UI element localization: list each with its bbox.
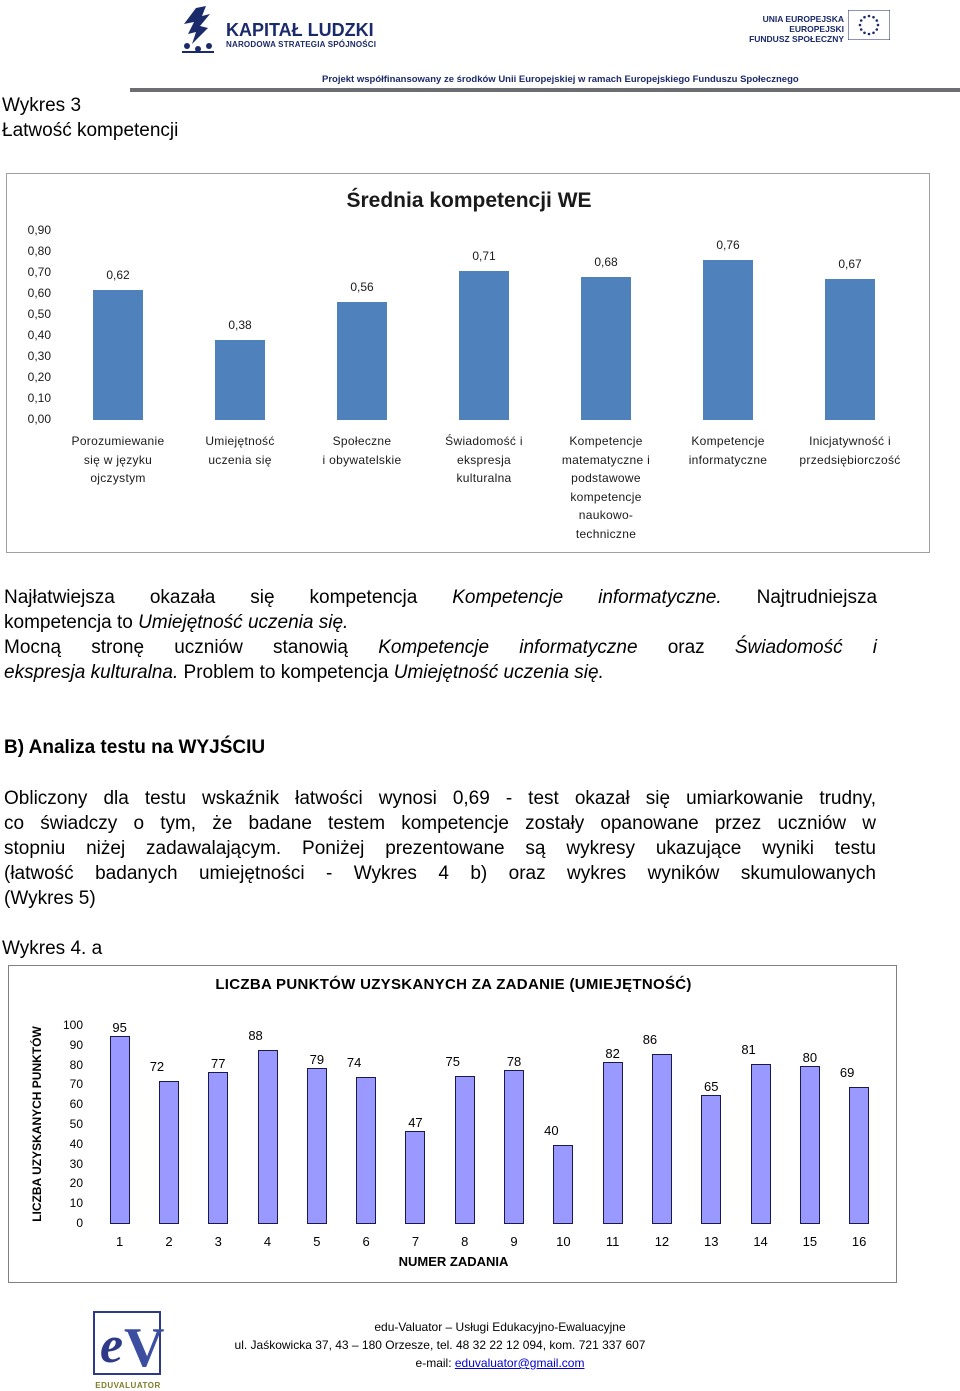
eduvaluator-ev-icon [92, 1310, 164, 1376]
eu-star-icon [863, 16, 866, 19]
chart4-category-label: 9 [510, 1234, 518, 1249]
eu-star-icon [875, 28, 878, 31]
chart4-y-tick: 20 [69, 1176, 83, 1191]
summary-line-4 [4, 660, 877, 685]
chart3-caption-title: Łatwość kompetencji [2, 120, 179, 141]
chart4-bar [307, 1068, 327, 1224]
chart3-bar [703, 260, 753, 420]
chart3-category-line: Świadomość i [445, 434, 523, 448]
chart3-title: Średnia kompetencji WE [346, 189, 592, 212]
analysis-line: stopniu niżej zadawalającym. Poniżej prezentowane są wykresy ukazujące wyniki testu [4, 838, 876, 859]
chart3-value-label: 0,76 [716, 238, 740, 253]
chart3-value-label: 0,67 [838, 257, 862, 272]
chart4-category-label: 5 [313, 1234, 321, 1249]
chart4-value-label: 80 [802, 1049, 818, 1065]
chart4-value-label: 78 [506, 1053, 522, 1069]
footer-email-link[interactable]: eduvaluator@gmail.com [454, 1356, 585, 1370]
chart4-value-label: 81 [741, 1041, 756, 1057]
chart4-value-label: 88 [248, 1027, 263, 1043]
chart3-category-label [669, 432, 787, 469]
chart4-bar [751, 1064, 771, 1224]
chart3-value-label: 0,71 [472, 248, 496, 263]
chart3-y-tick: 0,00 [27, 412, 51, 426]
eu-star-icon [860, 19, 863, 22]
chart4-y-tick: 10 [69, 1196, 83, 1211]
paragraph-analysis [4, 786, 876, 911]
chart4-bar [159, 1081, 179, 1224]
chart4-bar [603, 1062, 623, 1224]
chart4-y-tick: 40 [69, 1136, 83, 1151]
chart3-category-line: Porozumiewanie [71, 434, 165, 448]
eu-line-1: UNIA EUROPEJSKA [762, 14, 844, 24]
chart3-y-tick: 0,80 [27, 244, 51, 258]
summary-line-3 [4, 635, 877, 660]
chart3-value-label: 0,68 [594, 255, 618, 270]
chart3-y-tick: 0,70 [27, 265, 51, 279]
chart4-bar [356, 1077, 376, 1224]
summary-text-oraz: oraz [637, 637, 735, 658]
summary-text-easiest: Najłatwiejsza okazała się kompetencja [4, 587, 453, 608]
summary-text-problem: Problem to kompetencja [178, 662, 394, 683]
eu-star-icon [859, 24, 862, 27]
chart3-category-line: podstawowe [571, 471, 641, 486]
eu-star-icon [872, 31, 875, 34]
summary-text-hardest: Najtrudniejsza [721, 587, 878, 608]
chart4-y-tick: 70 [69, 1077, 83, 1092]
chart-srednia-kompetencji [6, 173, 930, 553]
chart4-category-label: 12 [654, 1234, 670, 1249]
chart4-bar [849, 1087, 869, 1224]
chart4-value-label: 40 [544, 1122, 559, 1138]
chart3-category-label [59, 432, 177, 488]
chart3-value-label: 0,62 [106, 267, 130, 282]
summary-text-strength: Mocną stronę uczniów stanowią [4, 637, 379, 658]
footer-email-line [220, 1356, 780, 1370]
chart3-category-line: naukowo- [578, 508, 634, 523]
chart-liczba-punktow [8, 965, 897, 1283]
chart4-y-tick: 0 [76, 1216, 83, 1230]
chart4-category-label: 7 [411, 1234, 420, 1249]
chart4-bar [553, 1145, 573, 1224]
chart4-y-tick: 60 [69, 1097, 83, 1112]
chart3-bar [337, 302, 387, 420]
chart4-category-label: 3 [214, 1234, 222, 1249]
chart4-value-label: 65 [704, 1079, 719, 1095]
chart3-category-line: Społeczne [332, 434, 392, 448]
eu-star-icon [863, 31, 866, 34]
section-heading-wyjscie: B) Analiza testu na WYJŚCIU [4, 737, 266, 758]
eu-line-3: FUNDUSZ SPOŁECZNY [749, 34, 844, 44]
chart4-bar [208, 1072, 228, 1224]
chart3-caption-number: Wykres 3 [2, 95, 82, 116]
chart3-value-label: 0,38 [228, 318, 252, 333]
chart4-value-label: 74 [346, 1055, 362, 1071]
header-rule [130, 88, 960, 92]
chart3-y-tick: 0,90 [27, 223, 51, 237]
chart3-bar [459, 271, 509, 420]
eu-star-icon [860, 28, 863, 31]
analysis-line: Obliczony dla testu wskaźnik łatwości wynosi 0,69 - test okazał się umiarkowanie trudny, [4, 788, 876, 809]
summary-hardest-competence: Umiejętność uczenia się. [138, 612, 349, 633]
chart3-category-label [303, 432, 421, 469]
chart4-bar [701, 1095, 721, 1224]
chart3-y-tick: 0,20 [27, 370, 51, 384]
paragraph-summary [4, 585, 877, 685]
chart4-xlabel: NUMER ZADANIA [398, 1254, 509, 1269]
chart4-bar [455, 1076, 475, 1225]
eu-star-icon [872, 16, 875, 19]
kl-subtitle: NARODOWA STRATEGIA SPÓJNOŚCI [226, 40, 377, 49]
chart3-value-label: 0,56 [350, 280, 374, 295]
summary-problem-competence: Umiejętność uczenia się. [393, 662, 604, 683]
eu-star-icon [868, 15, 871, 18]
summary-strength-2a: Świadomość i [734, 637, 877, 658]
chart4-category-label: 16 [851, 1234, 867, 1249]
chart4-category-label: 2 [165, 1234, 173, 1249]
chart3-category-line: Kompetencje [691, 434, 765, 448]
svg-text:V: V [124, 1317, 164, 1376]
eu-star-icon [877, 24, 880, 27]
eu-star-icon [868, 33, 871, 36]
eu-star-icon [875, 19, 878, 22]
chart4-category-label: 13 [704, 1234, 719, 1249]
chart4-value-label: 95 [112, 1019, 127, 1035]
chart4-y-tick: 100 [62, 1018, 83, 1032]
kl-title: KAPITAŁ LUDZKI [226, 20, 374, 40]
summary-strength-1: Kompetencje informatyczne [378, 637, 638, 658]
chart3-bar [215, 340, 265, 420]
chart3-y-tick: 0,60 [27, 286, 51, 300]
chart4-ylabel: LICZBA UZYSKANYCH PUNKTÓW [30, 1026, 44, 1222]
eduvaluator-logo-text: EDUVALUATOR [95, 1381, 161, 1390]
chart4-bar [405, 1131, 425, 1224]
summary-easiest-competence: Kompetencje informatyczne. [452, 587, 722, 608]
chart4-value-label: 86 [642, 1031, 658, 1047]
chart3-category-line: ekspresja [456, 452, 512, 467]
chart4-category-label: 14 [753, 1234, 768, 1249]
chart4-y-tick: 30 [69, 1156, 83, 1171]
chart3-y-tick: 0,30 [27, 349, 51, 363]
chart4-title: LICZBA PUNKTÓW UZYSKANYCH ZA ZADANIE (UMIEJĘTNOŚĆ) [215, 976, 692, 993]
chart3-category-line: kompetencje [570, 489, 642, 504]
chart3-bar [825, 279, 875, 420]
eu-text [720, 14, 844, 44]
chart3-category-label [425, 432, 543, 488]
chart4-caption: Wykres 4. a [2, 938, 103, 959]
chart4-y-tick: 50 [69, 1117, 83, 1131]
analysis-line: (Wykres 5) [4, 888, 96, 909]
chart4-value-label: 82 [605, 1045, 620, 1061]
chart3-bar [93, 290, 143, 420]
chart4-value-label: 79 [309, 1051, 325, 1067]
chart3-category-line: Inicjatywność i [809, 434, 891, 448]
chart4-category-label: 6 [362, 1234, 370, 1249]
chart3-y-tick: 0,50 [27, 307, 51, 321]
chart4-bar [800, 1066, 820, 1224]
eu-line-2: EUROPEJSKI [789, 24, 844, 34]
chart3-bar [581, 277, 631, 420]
footer-email-label: e-mail: [415, 1356, 455, 1370]
eu-flag-icon [848, 10, 890, 40]
analysis-line: co świadczy o tym, że badane testem kompetencje zostały opanowane przez uczniów w [4, 813, 876, 834]
chart4-value-label: 75 [445, 1053, 460, 1069]
chart4-y-tick: 80 [69, 1057, 83, 1072]
chart4-bar [258, 1050, 278, 1224]
chart3-y-tick: 0,40 [27, 328, 51, 342]
summary-line-2 [4, 610, 877, 635]
chart4-bar [504, 1070, 524, 1224]
chart3-category-line: techniczne [575, 526, 637, 541]
chart3-category-label [181, 432, 299, 469]
summary-line-1 [4, 585, 877, 610]
chart3-category-line: informatyczne [688, 452, 768, 467]
chart4-category-label: 8 [461, 1234, 469, 1249]
chart3-category-line: uczenia się [208, 452, 272, 467]
project-funding-text: Projekt współfinansowany ze środków Unii Europejskiej w ramach Europejskiego Funduszu Społecznego [322, 74, 799, 85]
chart3-category-line: przedsiębiorczość [799, 452, 901, 467]
chart4-category-label: 10 [556, 1234, 571, 1249]
chart4-category-label: 11 [605, 1234, 620, 1249]
footer-address: ul. Jaśkowicka 37, 43 – 180 Orzesze, tel. 48 32 22 12 094, kom. 721 337 607 [234, 1338, 646, 1352]
chart3-category-label [547, 432, 665, 544]
chart4-bar [652, 1054, 672, 1224]
chart4-y-tick: 90 [69, 1037, 83, 1052]
chart3-category-line: i obywatelskie [322, 452, 402, 467]
summary-text-to: kompetencja to [4, 612, 139, 633]
chart3-category-label [791, 432, 909, 469]
chart4-bar [110, 1036, 130, 1224]
chart3-category-line: się w języku [83, 452, 153, 467]
kapital-ludzki-emblem-icon [178, 4, 218, 54]
chart4-category-label: 4 [263, 1234, 272, 1249]
chart3-category-line: matematyczne i [561, 452, 651, 467]
kapital-ludzki-logo [178, 4, 378, 56]
summary-strength-2b: ekspresja kulturalna. [4, 662, 179, 683]
chart3-category-line: ojczystym [90, 471, 146, 486]
chart3-y-tick: 0,10 [27, 391, 51, 405]
chart4-value-label: 47 [408, 1114, 423, 1130]
analysis-line: (łatwość badanych umiejętności - Wykres 4 b) oraz wykres wyników skumulowanych [4, 863, 876, 884]
chart3-category-line: Umiejętność [205, 434, 275, 448]
chart4-category-label: 1 [116, 1234, 124, 1249]
svg-text:e: e [100, 1317, 124, 1374]
chart4-value-label: 72 [149, 1059, 165, 1075]
chart3-category-line: kulturalna [456, 471, 512, 486]
footer-company: edu-Valuator – Usługi Edukacyjno-Ewaluacyjne [374, 1320, 626, 1334]
chart3-category-line: Kompetencje [569, 434, 643, 448]
eduvaluator-logo [92, 1310, 164, 1388]
chart4-value-label: 69 [839, 1065, 855, 1081]
chart4-value-label: 77 [211, 1055, 226, 1071]
chart4-category-label: 15 [802, 1234, 818, 1249]
